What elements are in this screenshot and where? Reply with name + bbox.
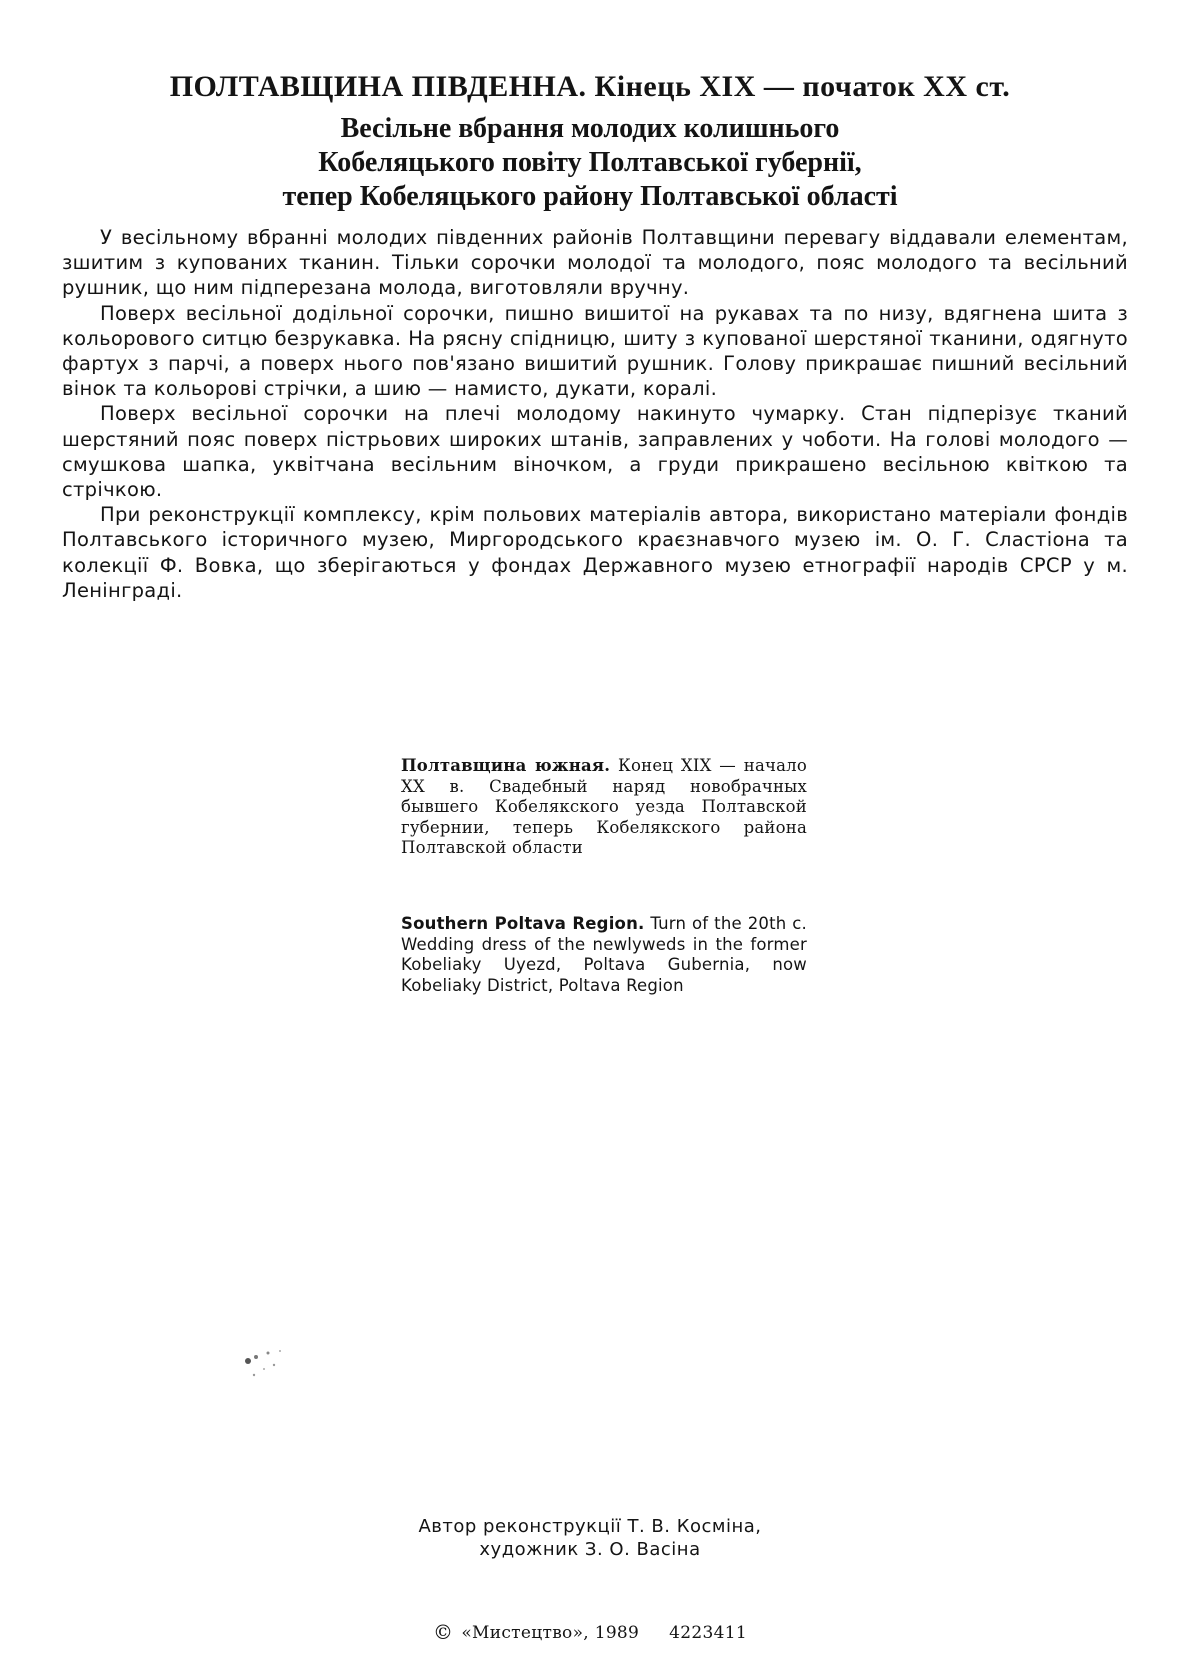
credits-author: Автор реконструкції Т. В. Косміна,	[418, 1516, 762, 1537]
paragraph: При реконструкції комплексу, крім польових матеріалів автора, використано матеріали фондів Полтавського історичного музею, Миргородського краєзнавчого музею ім. О. Г. Сластіона та колекції Ф. Вовка, що зберігаються у фондах Державного музею етнографії народів СРСР у м. Ленінграді.	[62, 503, 1128, 602]
body-text	[62, 225, 1128, 603]
page-subtitle	[100, 112, 1080, 214]
print-specks	[240, 1345, 310, 1425]
paragraph: У весільному вбранні молодих південних районів Полтавщини перевагу віддавали елементам, зшитим з купованих тканин. Тільки сорочки молодої та молодого, пояс молодого та весільний рушник, що ним підперезана молода, виготовляли вручну.	[62, 226, 1128, 300]
subtitle-line: Весільне вбрання молодих колишнього	[340, 113, 840, 144]
imprint-code: 4223411	[669, 1623, 747, 1643]
subtitle-line: тепер Кобеляцького району Полтавської області	[282, 181, 898, 212]
caption-russian	[401, 756, 807, 859]
page-title: ПОЛТАВЩИНА ПІВДЕННА. Кінець XIX — початок XX ст.	[169, 70, 1011, 103]
copyright-icon: ©	[433, 1620, 454, 1644]
imprint	[300, 1620, 880, 1644]
caption-english	[401, 914, 807, 996]
credits	[300, 1515, 880, 1561]
subtitle-line: Кобеляцького повіту Полтавської губернії,	[318, 147, 862, 178]
paragraph: Поверх весільної сорочки на плечі молодому накинуто чумарку. Стан підперізує тканий шерстяний пояс поверх пістрьових широких штанів, заправлених у чоботи. На голові молодого — смушкова шапка, уквітчана весільним віночком, а груди прикрашено весільною квіткою та стрічкою.	[62, 402, 1128, 502]
paragraph: Поверх весільної додільної сорочки, пишно вишитої на рукавах та по низу, вдягнена шита з кольорового ситцю безрукавка. На рясну спідницю, шиту з купованої шерстяної тканини, одягнуто фартух з парчі, а поверх нього пов'язано вишитий рушник. Голову прикрашає пишний весільний вінок та кольорові стрічки, а шию — намисто, дукати, коралі.	[62, 301, 1128, 401]
caption-english-text: Turn of the 20th c. Wedding dress of the newlyweds in the former Kobeliaky Uyezd, Poltava Gubernia, now Kobeliaky District, Poltava Region	[401, 914, 807, 995]
caption-english-lead: Southern Poltava Region.	[401, 914, 645, 933]
credits-artist: художник З. О. Васіна	[479, 1539, 701, 1560]
caption-russian-text: Конец XIX — начало XX в. Свадебный наряд новобрачных бывшего Кобелякского уезда Полтавской губернии, теперь Кобелякского района Полтавской области	[401, 756, 807, 857]
caption-russian-lead: Полтавщина южная.	[401, 756, 611, 775]
imprint-publisher: «Мистецтво», 1989	[461, 1623, 640, 1643]
